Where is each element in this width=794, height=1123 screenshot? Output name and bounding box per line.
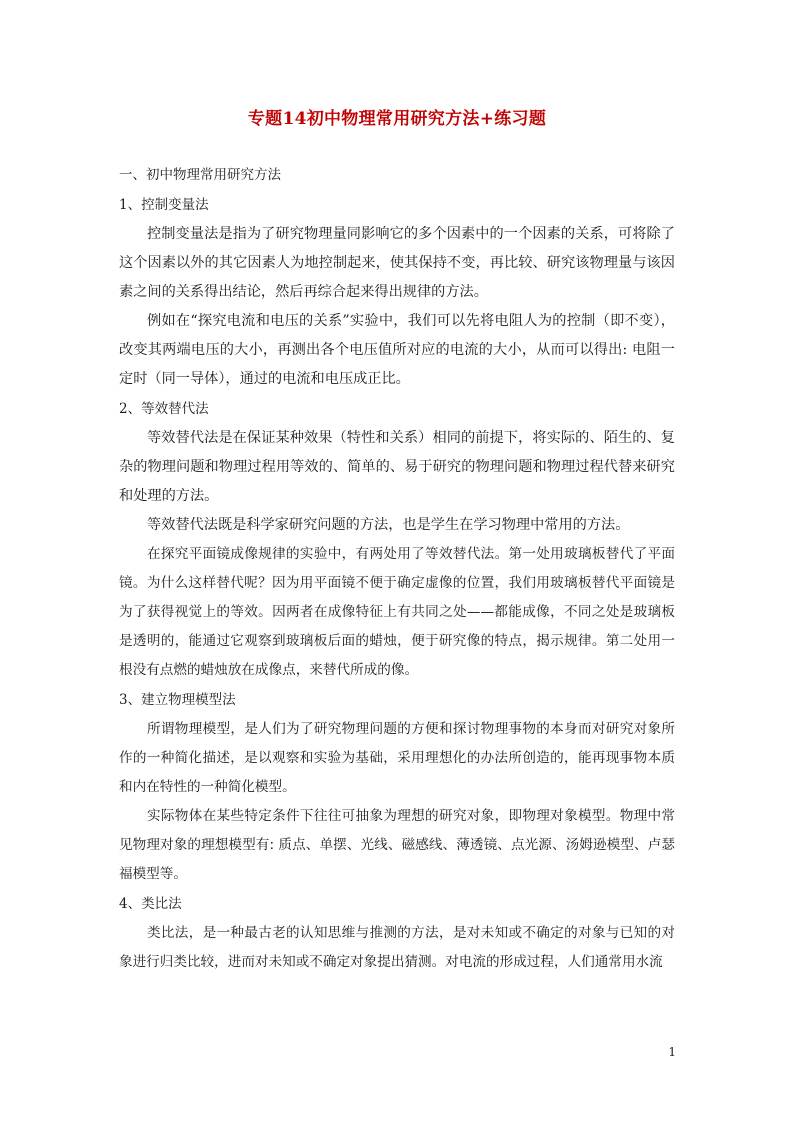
paragraph: 控制变量法是指为了研究物理量同影响它的多个因素中的一个因素的关系，可将除了这个因素以外的其它因素人为地控制起来，使其保持不变，再比较、研究该物理量与该因素之间的关系得出结论，然后再综合起来得出规律的方法。: [119, 226, 675, 300]
method-heading: 1、控制变量法: [119, 197, 209, 213]
method-equivalent-substitution: [119, 394, 675, 685]
section-heading: 一、初中物理常用研究方法: [119, 167, 281, 183]
paragraph: 等效替代法是在保证某种效果（特性和关系）相同的前提下，将实际的、陌生的、复杂的物理问题和物理过程用等效的、简单的、易于研究的物理问题和物理过程代替来研究和处理的方法。: [119, 430, 675, 504]
paragraph: 在探究平面镜成像规律的实验中，有两处用了等效替代法。第一处用玻璃板替代了平面镜。为什么这样替代呢？因为用平面镜不便于确定虚像的位置，我们用玻璃板替代平面镜是为了获得视觉上的等效。因两者在成像特征上有共同之处——都能成像，不同之处是玻璃板是透明的，能通过它观察到玻璃板后面的蜡烛，便于研究像的特点，揭示规律。第二处用一根没有点燃的蜡烛放在成像点，来替代所成的像。: [119, 546, 675, 678]
method-control-variable: [119, 190, 675, 394]
document-title: 专题14初中物理常用研究方法+练习题: [247, 109, 547, 129]
method-analogy: [119, 889, 675, 977]
paragraph: 例如在“探究电流和电压的关系”实验中，我们可以先将电阻人为的控制（即不变），改变其两端电压的大小，再测出各个电压值所对应的电流的大小，从而可以得出: 电阻一定时（同一导体），通过的电流和电压成正比。: [119, 313, 675, 387]
document-body: [119, 160, 675, 977]
paragraph: 实际物体在某些特定条件下往往可抽象为理想的研究对象，即物理对象模型。物理中常见物理对象的理想模型有: 质点、单摆、光线、磁感线、薄透镜、点光源、汤姆逊模型、卢瑟福模型等。: [119, 808, 675, 882]
paragraph: 所谓物理模型，是人们为了研究物理问题的方便和探讨物理事物的本身而对研究对象所作的一种简化描述，是以观察和实验为基础，采用理想化的办法所创造的，能再现事物本质和内在特性的一种简化模型。: [119, 721, 675, 795]
method-heading: 2、等效替代法: [119, 401, 209, 417]
method-heading: 4、类比法: [119, 896, 182, 912]
paragraph: 类比法，是一种最古老的认知思维与推测的方法，是对未知或不确定的对象与已知的对象进行归类比较，进而对未知或不确定对象提出猜测。对电流的形成过程，人们通常用水流: [119, 925, 675, 970]
paragraph: 等效替代法既是科学家研究问题的方法，也是学生在学习物理中常用的方法。: [147, 517, 630, 533]
method-heading: 3、建立物理模型法: [119, 692, 236, 708]
method-physical-model: [119, 685, 675, 889]
page-number: 1: [668, 1045, 676, 1059]
